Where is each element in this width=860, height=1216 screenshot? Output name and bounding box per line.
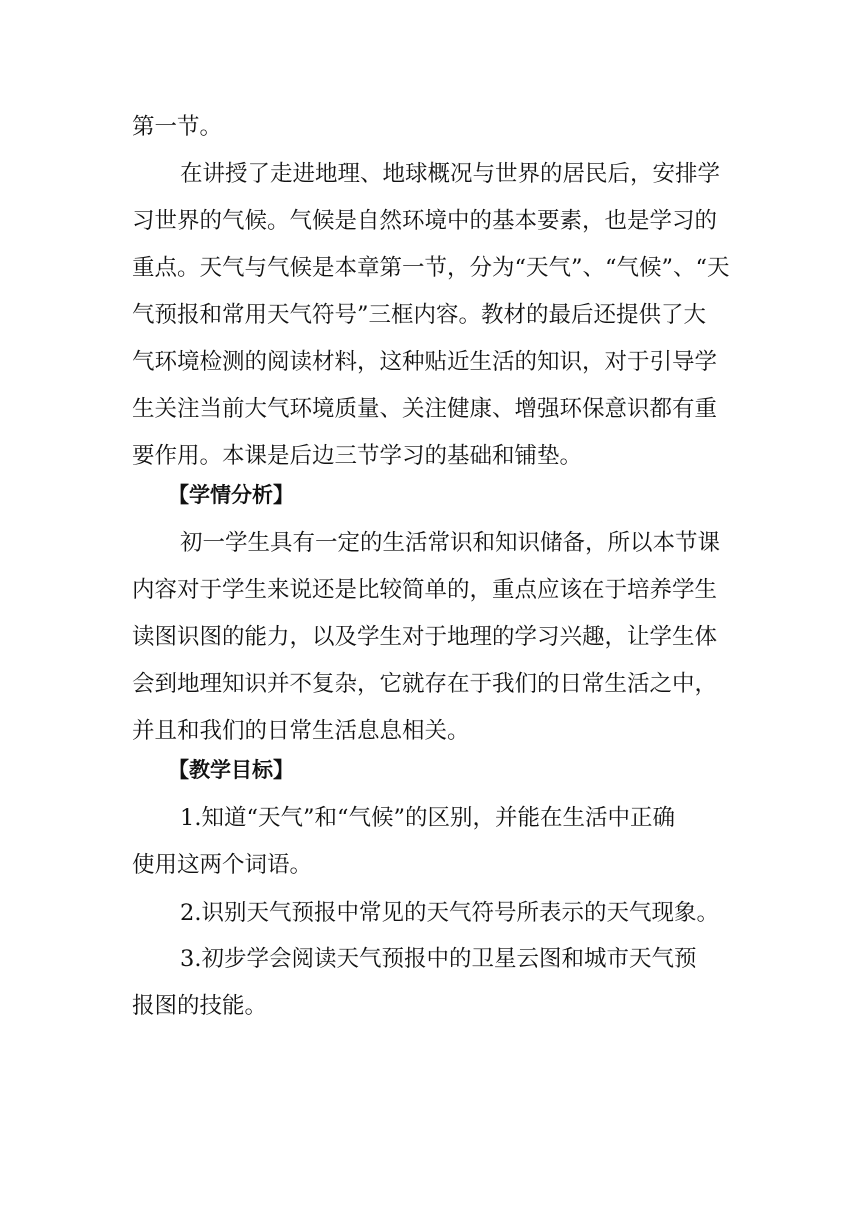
paragraph-intro-line: 初一学生具有一定的生活常识和知识储备，所以本节课	[180, 530, 721, 556]
goal-item-1: 1.知道“天气”和“气候”的区别，并能在生活中正确	[180, 805, 675, 831]
text-line: 内容对于学生来说还是比较简单的，重点应该在于培养学生	[132, 577, 718, 603]
section-heading-teaching-goals: 【教学目标】	[168, 758, 294, 782]
goal-item-3: 3.初步学会阅读天气预报中的卫星云图和城市天气预	[180, 946, 697, 972]
text-line: 气环境检测的阅读材料，这种贴近生活的知识，对于引导学	[132, 349, 718, 375]
text-line: 第一节。	[132, 114, 223, 140]
text-line: 读图识图的能力，以及学生对于地理的学习兴趣，让学生体	[132, 624, 718, 650]
text-line: 气预报和常用天气符号”三框内容。教材的最后还提供了大	[132, 302, 707, 328]
text-line: 使用这两个词语。	[132, 852, 313, 878]
text-line: 重点。天气与气候是本章第一节，分为“天气”、“气候”、“天	[132, 255, 730, 281]
text-line: 并且和我们的日常生活息息相关。	[132, 718, 470, 744]
text-line: 生关注当前大气环境质量、关注健康、增强环保意识都有重	[132, 396, 718, 422]
text-line: 要作用。本课是后边三节学习的基础和铺垫。	[132, 443, 583, 469]
text-line: 会到地理知识并不复杂，它就存在于我们的日常生活之中，	[132, 671, 718, 697]
text-line: 报图的技能。	[132, 993, 268, 1019]
paragraph-intro-line: 在讲授了走进地理、地球概况与世界的居民后，安排学	[180, 161, 721, 187]
goal-item-2: 2.识别天气预报中常见的天气符号所表示的天气现象。	[180, 900, 719, 926]
section-heading-student-analysis: 【学情分析】	[168, 483, 294, 507]
text-line: 习世界的气候。气候是自然环境中的基本要素，也是学习的	[132, 208, 718, 234]
